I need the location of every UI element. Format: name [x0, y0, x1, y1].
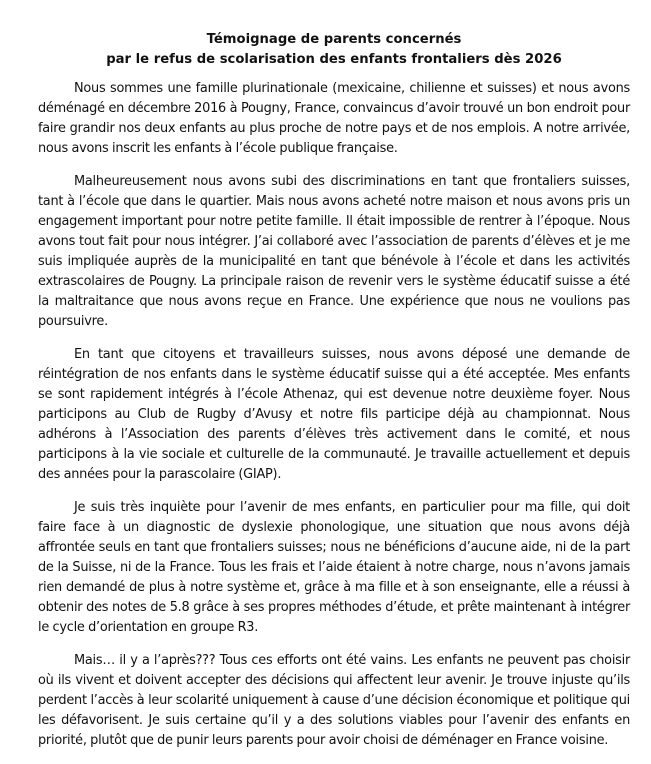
title-line-2: par le refus de scolarisation des enfants frontaliers dès 2026 [106, 52, 562, 67]
title-line-1: Témoignage de parents concernés [206, 32, 462, 47]
paragraph-intro: Nous sommes une famille plurinationale (mexicaine, chilienne et suisses) et nous avons déménagé en décembre 2016 à Pougny, France, convaincus d’avoir trouvé un bon endroit pour faire grandir nos deux enfants au plus proche de notre pays et de nos emplois. A notre arrivée, nous avons inscrit les enfants à l’école publique française. [38, 81, 630, 156]
paragraph-discrimination: Malheureusement nous avons subi des discriminations en tant que frontaliers suisses, tant à l’école que dans le quartier. Mais nous avons acheté notre maison et nous avons pris un engagement important pour notre petite famille. Il était impossible de rentrer à l’époque. Nous avons tout fait pour nous intégrer. J’ai collaboré avec l’association de parents d’élèves et je me suis impliquée auprès de la municipalité en tant que bénévole à l’école et dans les activités extrascolaires de Pougny. La principale raison de revenir vers le système éducatif suisse a été la maltraitance que nous avons reçue en France. Une expérience que nous ne voulions pas poursuivre. [38, 174, 630, 329]
document-page [38, 30, 630, 764]
paragraph-concern: Je suis très inquiète pour l’avenir de mes enfants, en particulier pour ma fille, qui doit faire face à un diagnostic de dyslexie phonologique, une situation que nous avons déjà affrontée seuls en tant que frontaliers suisses; nous ne bénéficions d’aucune aide, ni de la part de la Suisse, ni de la France. Tous les frais et l’aide étaient à notre charge, nous n’avons jamais rien demandé de plus à notre système et, grâce à ma fille et à son enseignante, elle a réussi à obtenir des notes de 5.8 grâce à ses propres méthodes d’étude, et prête maintenant à intégrer le cycle d’orientation en groupe R3. [38, 500, 630, 635]
paragraph-conclusion: Mais… il y a l’après??? Tous ces efforts ont été vains. Les enfants ne peuvent pas choisir où ils vivent et doivent accepter des décisions qui affectent leur avenir. Je trouve injuste qu’ils perdent l’accès à leur scolarité uniquement à cause d’une décision économique et politique qui les défavorisent. Je suis certaine qu’il y a des solutions viables pour l’avenir des enfants en priorité, plutôt que de punir leurs parents pour avoir choisi de déménager en France voisine. [38, 653, 630, 748]
document-title [38, 30, 630, 70]
paragraph-reintegration: En tant que citoyens et travailleurs suisses, nous avons déposé une demande de réintégration de nos enfants dans le système éducatif suisse qui a été acceptée. Mes enfants se sont rapidement intégrés à l’école Athenaz, qui est devenue notre deuxième foyer. Nous participons au Club de Rugby d’Avusy et notre fils participe déjà au championnat. Nous adhérons à l’Association des parents d’élèves très activement dans le comité, et nous participons à la vie sociale et culturelle de la communauté. Je travaille actuellement et depuis des années pour la parascolaire (GIAP). [38, 347, 630, 482]
